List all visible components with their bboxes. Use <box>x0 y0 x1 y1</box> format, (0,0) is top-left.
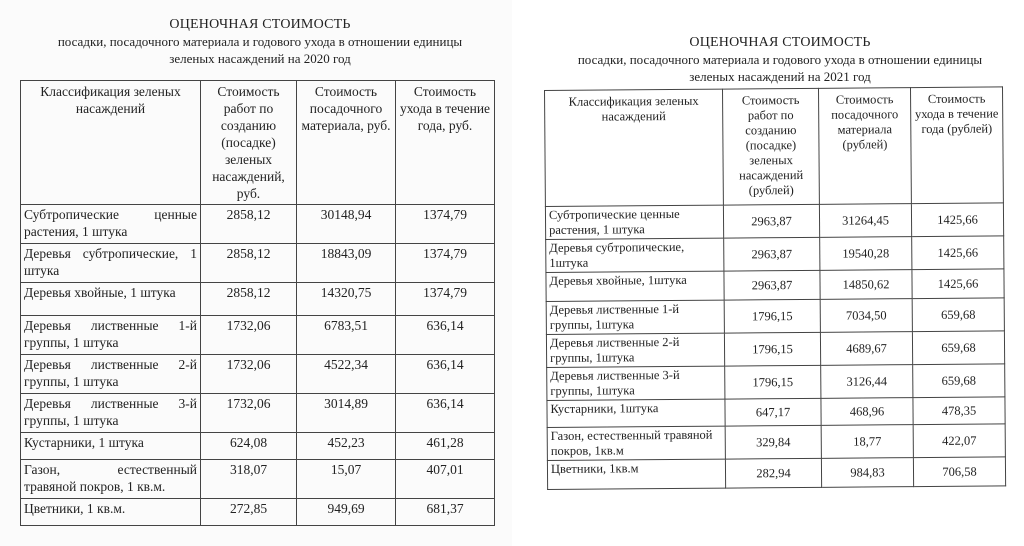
header-classification: Классификация зеленых насаждений <box>545 89 724 206</box>
planting-cost: 282,94 <box>725 458 821 488</box>
cost-table-2021 <box>544 86 1006 490</box>
row-name: Деревья лиственные 1-й группы, 1 штука <box>21 316 201 355</box>
title: ОЦЕНОЧНАЯ СТОИМОСТЬ <box>689 35 871 50</box>
table-row <box>21 316 495 355</box>
care-cost: 422,07 <box>913 424 1005 458</box>
table-row <box>546 236 1004 273</box>
table-row <box>21 433 495 460</box>
subtitle-line-1: посадки, посадочного материала и годового ухода в отношении единицы <box>57 34 463 49</box>
row-name: Деревья субтропические, 1штука <box>546 238 724 272</box>
planting-cost: 1732,06 <box>201 316 297 355</box>
material-cost: 14850,62 <box>820 270 912 300</box>
row-name: Субтропические ценные растения, 1 штука <box>21 205 201 244</box>
material-cost: 18843,09 <box>297 244 396 283</box>
material-cost: 15,07 <box>297 460 396 499</box>
care-cost: 1425,66 <box>911 203 1003 237</box>
table-row <box>547 397 1005 428</box>
row-name: Кустарники, 1штука <box>547 399 725 427</box>
material-cost: 3126,44 <box>821 365 913 399</box>
row-name: Деревья хвойные, 1 штука <box>21 283 201 316</box>
table-row <box>546 331 1004 368</box>
material-cost: 30148,94 <box>297 205 396 244</box>
care-cost: 659,68 <box>912 331 1004 365</box>
care-cost: 706,58 <box>913 457 1005 487</box>
table-row <box>21 244 495 283</box>
row-name: Деревья лиственные 2-й группы, 1 штука <box>21 355 201 394</box>
table-row <box>545 203 1003 240</box>
heading-2020 <box>20 16 500 67</box>
material-cost: 949,69 <box>297 499 396 526</box>
material-cost: 6783,51 <box>297 316 396 355</box>
table-row <box>21 499 495 526</box>
planting-cost: 1796,15 <box>724 299 820 333</box>
heading-2021 <box>550 34 1010 85</box>
title: ОЦЕНОЧНАЯ СТОИМОСТЬ <box>169 17 351 32</box>
material-cost: 18,77 <box>821 425 913 459</box>
care-cost: 681,37 <box>396 499 495 526</box>
care-cost: 1374,79 <box>396 244 495 283</box>
planting-cost: 2858,12 <box>201 283 297 316</box>
planting-cost: 1732,06 <box>201 394 297 433</box>
table-header-row <box>545 87 1004 207</box>
care-cost: 407,01 <box>396 460 495 499</box>
table-row <box>21 283 495 316</box>
row-name: Деревья лиственные 1-й группы, 1штука <box>546 300 724 334</box>
row-name: Цветники, 1кв.м <box>547 459 725 489</box>
material-cost: 31264,45 <box>819 204 911 238</box>
document-2021 <box>530 0 1024 546</box>
row-name: Кустарники, 1 штука <box>21 433 201 460</box>
row-name: Газон, естественный травяной покров, 1 кв.м. <box>21 460 201 499</box>
planting-cost: 647,17 <box>725 398 821 426</box>
material-cost: 7034,50 <box>820 299 912 333</box>
care-cost: 636,14 <box>396 355 495 394</box>
planting-cost: 318,07 <box>201 460 297 499</box>
planting-cost: 272,85 <box>201 499 297 526</box>
care-cost: 1425,66 <box>912 269 1004 299</box>
material-cost: 468,96 <box>821 398 913 426</box>
planting-cost: 2963,87 <box>724 270 820 300</box>
row-name: Деревья хвойные, 1штука <box>546 271 724 301</box>
cost-table-2020 <box>20 80 495 526</box>
row-name: Деревья лиственные 3-й группы, 1штука <box>547 366 725 400</box>
planting-cost: 2858,12 <box>201 244 297 283</box>
table-row <box>21 205 495 244</box>
row-name: Деревья лиственные 2-й группы, 1штука <box>546 333 724 367</box>
care-cost: 636,14 <box>396 316 495 355</box>
row-name: Цветники, 1 кв.м. <box>21 499 201 526</box>
subtitle-line-2: зеленых насаждений на 2020 год <box>169 51 351 66</box>
table-row <box>21 460 495 499</box>
table-row <box>21 394 495 433</box>
planting-cost: 1796,15 <box>725 365 821 399</box>
header-material-cost: Стоимость посадочного материала, руб. <box>297 81 396 205</box>
care-cost: 659,68 <box>913 364 1005 398</box>
care-cost: 1425,66 <box>912 236 1004 270</box>
header-classification: Классификация зеленых насаждений <box>21 81 201 205</box>
table-row <box>546 298 1004 335</box>
table-row <box>547 457 1005 490</box>
header-care-cost: Стоимость ухода в течение года (рублей) <box>910 87 1003 204</box>
planting-cost: 2858,12 <box>201 205 297 244</box>
row-name: Газон, естественный травяной покров, 1кв.м <box>547 426 725 460</box>
care-cost: 636,14 <box>396 394 495 433</box>
care-cost: 1374,79 <box>396 283 495 316</box>
row-name: Субтропические ценные растения, 1 штука <box>545 205 723 239</box>
row-name: Деревья лиственные 3-й группы, 1 штука <box>21 394 201 433</box>
planting-cost: 1732,06 <box>201 355 297 394</box>
table-row <box>21 355 495 394</box>
care-cost: 659,68 <box>912 298 1004 332</box>
planting-cost: 2963,87 <box>723 204 819 238</box>
planting-cost: 1796,15 <box>724 332 820 366</box>
table-row <box>547 424 1005 461</box>
planting-cost: 624,08 <box>201 433 297 460</box>
header-planting-cost: Стоимость работ по созданию (посадке) зеленых насаждений, руб. <box>201 81 297 205</box>
planting-cost: 329,84 <box>725 425 821 459</box>
header-planting-cost: Стоимость работ по созданию (посадке) зеленых насаждений (рублей) <box>722 88 819 205</box>
care-cost: 478,35 <box>913 397 1005 425</box>
material-cost: 984,83 <box>821 458 913 488</box>
table-row <box>546 269 1004 302</box>
care-cost: 461,28 <box>396 433 495 460</box>
planting-cost: 2963,87 <box>724 237 820 271</box>
subtitle-line-1: посадки, посадочного материала и годового ухода в отношении единицы <box>577 52 983 67</box>
material-cost: 4689,67 <box>820 332 912 366</box>
row-name: Деревья субтропические, 1 штука <box>21 244 201 283</box>
material-cost: 4522,34 <box>297 355 396 394</box>
care-cost: 1374,79 <box>396 205 495 244</box>
subtitle-line-2: зеленых насаждений на 2021 год <box>689 69 871 84</box>
table-row <box>547 364 1005 401</box>
table-header-row <box>21 81 495 205</box>
material-cost: 14320,75 <box>297 283 396 316</box>
material-cost: 452,23 <box>297 433 396 460</box>
material-cost: 3014,89 <box>297 394 396 433</box>
material-cost: 19540,28 <box>820 237 912 271</box>
header-material-cost: Стоимость посадочного материала (рублей) <box>818 88 911 205</box>
header-care-cost: Стоимость ухода в течение года, руб. <box>396 81 495 205</box>
